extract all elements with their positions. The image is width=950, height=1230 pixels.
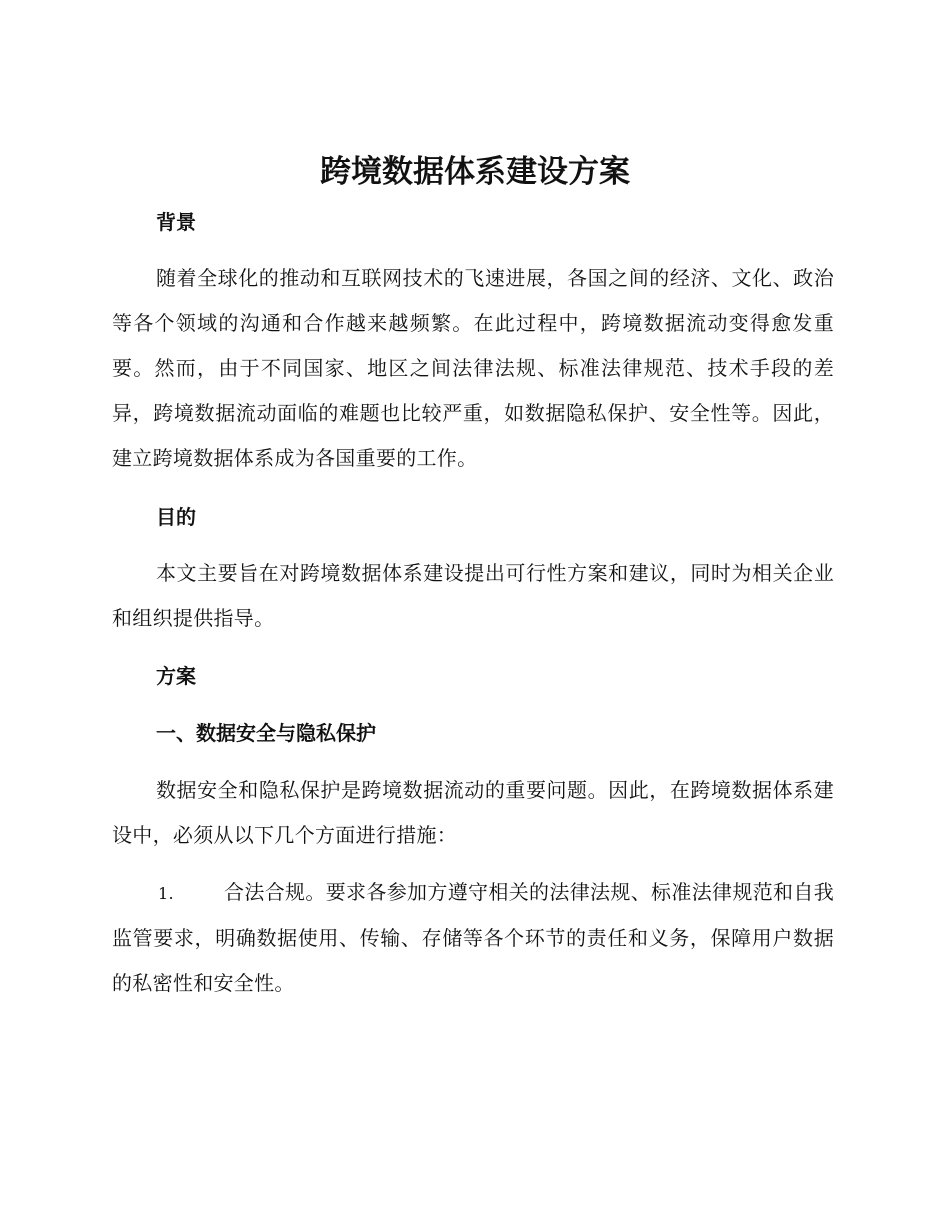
paragraph-purpose: 本文主要旨在对跨境数据体系建设提出可行性方案和建议，同时为相关企业和组织提供指导。 — [112, 561, 834, 630]
paragraph-background: 随着全球化的推动和互联网技术的飞速进展，各国之间的经济、文化、政治等各个领域的沟通和合作越来越频繁。在此过程中，跨境数据流动变得愈发重要。然而，由于不同国家、地区之间法律法规、标准法律规范、技术手段的差异，跨境数据流动面临的难题也比较严重，如数据隐私保护、安全性等。因此，建立跨境数据体系成为各国重要的工作。 — [112, 266, 834, 470]
heading-background: 背景 — [156, 210, 196, 234]
subheading-data-security: 一、数据安全与隐私保护 — [156, 721, 376, 745]
list-item-number: 1. — [158, 884, 174, 903]
list-item-text: 合法合规。要求各参加方遵守相关的法律法规、标准法律规范和自我监管要求，明确数据使用、传输、存储等各个环节的责任和义务，保障用户数据的私密性和安全性。 — [112, 880, 834, 995]
list-item — [112, 870, 834, 1006]
heading-purpose: 目的 — [156, 505, 196, 529]
heading-plan: 方案 — [156, 664, 196, 688]
paragraph-data-security: 数据安全和隐私保护是跨境数据流动的重要问题。因此，在跨境数据体系建设中，必须从以下几个方面进行措施： — [112, 778, 834, 847]
document-title: 跨境数据体系建设方案 — [320, 154, 630, 190]
